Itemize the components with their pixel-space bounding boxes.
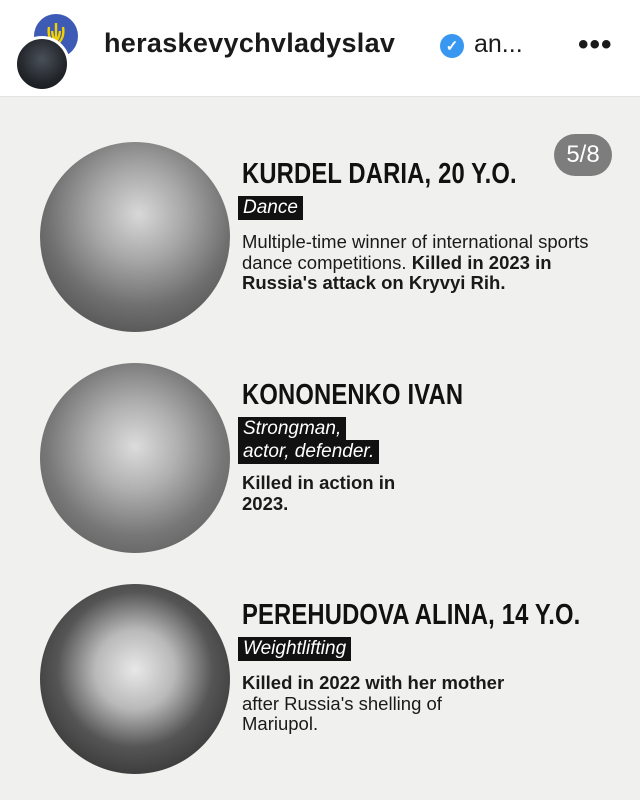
person-tag: Dance [238, 196, 303, 220]
post-header [0, 0, 640, 97]
person-description: Killed in action in 2023. [242, 472, 396, 514]
person-name: KONONENKO IVAN [242, 379, 464, 411]
collaborators-text[interactable]: an... [474, 30, 523, 58]
person-tag-line: actor, defender. [238, 440, 379, 464]
person-photo-kononenko [40, 363, 230, 553]
person-tag-line: Strongman, [238, 417, 346, 441]
carousel-counter: 5/8 [554, 134, 612, 176]
person-name: KURDEL DARIA, 20 Y.O. [242, 158, 517, 190]
person-description: Killed in 2022 with her mother after Russia's shelling of Mariupol. [242, 672, 505, 734]
person-photo-perehudova [40, 584, 230, 774]
username-link[interactable]: heraskevychvladyslav [104, 28, 396, 58]
person-tag: Weightlifting [238, 637, 351, 661]
profile-avatar-group[interactable] [14, 14, 78, 78]
verified-badge-icon: ✓ [440, 34, 464, 58]
person-photo-kurdel [40, 142, 230, 332]
more-options-icon[interactable]: ••• [578, 28, 613, 61]
avatar[interactable] [14, 36, 70, 92]
person-description: Multiple-time winner of international sports dance competitions. Killed in 2023 in Russia's attack on Kryvyi Rih. [242, 231, 589, 293]
person-name: PEREHUDOVA ALINA, 14 Y.O. [242, 599, 581, 631]
